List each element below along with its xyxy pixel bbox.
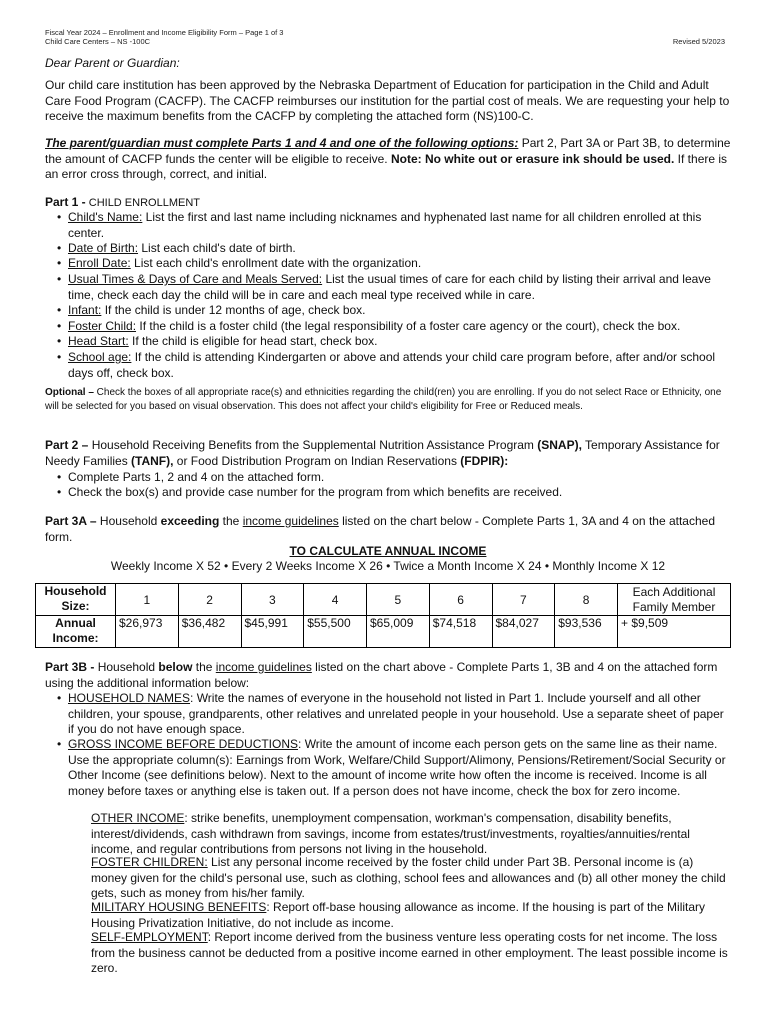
- definition-item: [91, 855, 731, 902]
- list-item: • Check the box(s) and provide case number for the program from which benefits are received.: [57, 485, 731, 501]
- size-cell: 4: [304, 584, 367, 616]
- item-text: : Write the names of everyone in the household not listed in Part 1. Include yourself and all other children, your spouse, grandparents, other relatives and unrelated people in your household. Use a separate sheet of paper if you do not have enough space.: [68, 691, 724, 736]
- optional-label: Optional –: [45, 387, 94, 398]
- instructions-note: Note: No white out or erasure ink should be used.: [390, 151, 675, 166]
- part3b-text: the: [192, 660, 216, 674]
- instructions-paragraph: [45, 136, 731, 183]
- definition-text: : strike benefits, unemployment compensation, workman's compensation, disability benefits, interest/dividends, cash withdrawn from savings, income from estates/trust/investments, royalties/annuities/rental income, and regular contributions from persons not living in the household.: [91, 811, 690, 856]
- list-item: • Foster Child: If the child is a foster child (the legal responsibility of a foster care agency or the court), check the box.: [57, 319, 681, 333]
- part3a-text: listed on the chart below - Complete Parts 1, 3A and 4 on the attached form.: [45, 514, 715, 544]
- optional-text: Check the boxes of all appropriate race(s) and ethnicities regarding the child(ren) you are enrolling. If you do not select Race or Ethnicity, one will be selected for you based on visual observation. This does not affect your child's eligibility for Free or Reduced meals.: [45, 387, 722, 412]
- part3a-heading: [45, 514, 731, 545]
- income-cell: $74,518: [429, 616, 492, 648]
- snap-label: (SNAP),: [537, 438, 582, 452]
- part3a-text: Household: [96, 514, 161, 528]
- fdpir-label: (FDPIR):: [460, 453, 509, 468]
- item-text: List each child's enrollment date with the organization.: [130, 256, 422, 270]
- instructions-rest: Part 2, Part 3A or Part 3B, to determine the amount of CACFP funds the center will be eligible to receive.: [45, 136, 731, 166]
- term-head-start: Head Start:: [68, 334, 129, 348]
- definition-text: List any personal income received by the foster child under Part 3B. Personal income is (a) money given for the child's personal use, such as clothing, school fees and allowances and (b) all other money the child gets, such as money from his/her family.: [91, 855, 726, 900]
- size-cell: 5: [367, 584, 430, 616]
- calc-formula: Weekly Income X 52 • Every 2 Weeks Income X 26 • Twice a Month Income X 24 • Monthly Income X 12: [110, 559, 666, 573]
- part2-label: Part 2 –: [45, 438, 89, 452]
- annual-income-label: Annual Income:: [36, 616, 116, 648]
- optional-note: [45, 386, 731, 413]
- instructions-tail: If there is an error cross through, correct, and initial.: [45, 151, 728, 181]
- item-text: Complete Parts 1, 2 and 4 on the attached form.: [68, 470, 325, 484]
- item-text: If the child is eligible for head start, check box.: [128, 334, 378, 348]
- size-cell: 1: [116, 584, 179, 616]
- guidelines-label: income guidelines: [242, 514, 339, 528]
- list-item: • Usual Times & Days of Care and Meals Served: List the usual times of care for each child by listing their arrival and leave time, check each day the child will be in care and each meal type received while in care.: [57, 272, 711, 302]
- definition-text: : Report income derived from the business venture less operating costs for net income. The loss from the business cannot be deducted from a positive income earned in other employment. The least possible income is zero.: [91, 930, 728, 975]
- term-usual-times: Usual Times & Days of Care and Meals Served:: [68, 272, 323, 286]
- term-school-age: School age:: [68, 350, 132, 364]
- part2-text: Temporary Assistance for Needy Families: [45, 438, 720, 468]
- size-cell: 3: [241, 584, 304, 616]
- part3b-text: Household: [94, 660, 159, 674]
- item-text: : Write the amount of income each person gets on the same line as their name. Use the appropriate column(s): Earnings from Work, Welfare/Child Support/Alimony, Pensions/Retirement/Social Security or Other Income (see definitions below). Next to the amount of income write how often the income is received. Income is all money before taxes or anything else is taken out. If a person does not have income, check the box for zero income.: [68, 737, 726, 798]
- income-cell: $93,536: [555, 616, 618, 648]
- size-cell: 6: [429, 584, 492, 616]
- term-self-employment: SELF-EMPLOYMENT: [91, 930, 208, 944]
- item-text: List the usual times of care for each child by listing their arrival and leave time, check each day the child will be in care and each meal type received while in care.: [68, 272, 711, 302]
- exceeding-label: exceeding: [160, 514, 220, 528]
- part2-heading: [45, 438, 731, 469]
- income-cell: $26,973: [116, 616, 179, 648]
- form-code: Child Care Centers – NS -100C: [45, 37, 151, 46]
- below-label: below: [158, 660, 193, 674]
- list-item: • Head Start: If the child is eligible for head start, check box.: [57, 334, 378, 348]
- part1-label: Part 1 -: [45, 195, 86, 209]
- list-item: • Complete Parts 1, 2 and 4 on the attached form.: [57, 470, 731, 486]
- instructions-lead: The parent/guardian must complete Parts 1 and 4 and one of the following options:: [45, 136, 519, 150]
- salutation: Dear Parent or Guardian:: [45, 56, 180, 70]
- size-cell: 7: [492, 584, 555, 616]
- definition-item: [91, 900, 731, 931]
- item-text: List the first and last name including nicknames and hyphenated last name for all children enrolled at this center.: [68, 210, 702, 240]
- income-cell: $65,009: [367, 616, 430, 648]
- definition-text: : Report off-base housing allowance as income. If the housing is part of the Military Housing Privatization Initiative, do not include as income.: [91, 900, 706, 930]
- term-enroll-date: Enroll Date:: [68, 256, 131, 270]
- item-text: List each child's date of birth.: [138, 241, 296, 255]
- item-text: If the child is attending Kindergarten or above and attends your child care program before, after and/or school days off, check box.: [68, 350, 716, 380]
- term-gross-income: GROSS INCOME BEFORE DEDUCTIONS: [68, 737, 299, 751]
- term-infant: Infant:: [68, 303, 102, 317]
- part2-text: or Food Distribution Program on Indian Reservations: [173, 453, 461, 468]
- part3a-label: Part 3A –: [45, 514, 97, 528]
- list-item: • School age: If the child is attending Kindergarten or above and attends your child care program before, after and/or school days off, check box.: [57, 350, 716, 380]
- list-item: • Infant: If the child is under 12 months of age, check box.: [57, 303, 366, 317]
- income-cell: $45,991: [241, 616, 304, 648]
- household-size-label: Household Size:: [36, 584, 116, 616]
- intro-paragraph: Our child care institution has been approved by the Nebraska Department of Education for participation in the Child and Adult Care Food Program (CACFP). The CACFP reimburses our institution for the partial cost of meals. We are requesting your help to receive the maximum benefits from the CACFP by completing the attached form (NS)100-C.: [45, 78, 730, 123]
- table-row: [36, 616, 731, 648]
- income-cell: $84,027: [492, 616, 555, 648]
- size-cell-additional: Each Additional Family Member: [618, 584, 731, 616]
- table-row: [36, 584, 731, 616]
- part2-text: Household Receiving Benefits from the Supplemental Nutrition Assistance Program: [88, 438, 538, 452]
- term-household-names: HOUSEHOLD NAMES: [68, 691, 191, 705]
- list-item: • GROSS INCOME BEFORE DEDUCTIONS: Write the amount of income each person gets on the same line as their name. Use the appropriate column(s): Earnings from Work, Welfare/Child Support/Alimony, Pensions/Retirement/Social Security or Other Income (see definitions below). Next to the amount of income write how often the income is received. Income is all money before taxes or anything else is taken out. If a person does not have income, check the box for zero income.: [57, 737, 726, 798]
- term-other-income: OTHER INCOME: [91, 811, 185, 825]
- list-item: • Child's Name: List the first and last name including nicknames and hyphenated last name for all children enrolled at this center.: [57, 210, 702, 240]
- tanf-label: (TANF),: [131, 453, 174, 468]
- income-cell: $55,500: [304, 616, 367, 648]
- definition-item: [91, 930, 731, 977]
- size-cell: 8: [555, 584, 618, 616]
- income-cell: $36,482: [178, 616, 241, 648]
- revised-date: Revised 5/2023: [672, 37, 725, 46]
- term-foster-child: Foster Child:: [68, 319, 137, 333]
- part3b-heading: [45, 660, 731, 691]
- size-cell: 2: [178, 584, 241, 616]
- term-date-of-birth: Date of Birth:: [68, 241, 139, 255]
- part3b-label: Part 3B -: [45, 660, 95, 674]
- part1-title: CHILD ENROLLMENT: [85, 197, 200, 209]
- calc-heading: TO CALCULATE ANNUAL INCOME: [289, 544, 487, 558]
- part3b-text: listed on the chart above - Complete Parts 1, 3B and 4 on the attached form using the additional information below:: [45, 660, 718, 690]
- form-title: Fiscal Year 2024 – Enrollment and Income Eligibility Form – Page 1 of 3: [45, 28, 284, 37]
- income-cell-additional: + $9,509: [618, 616, 731, 648]
- item-text: Check the box(s) and provide case number for the program from which benefits are received.: [68, 485, 563, 499]
- part3a-text: the: [219, 514, 243, 528]
- term-foster-children: FOSTER CHILDREN:: [91, 855, 208, 869]
- list-item: • Enroll Date: List each child's enrollment date with the organization.: [57, 256, 422, 270]
- item-text: If the child is under 12 months of age, check box.: [101, 303, 366, 317]
- list-item: • Date of Birth: List each child's date of birth.: [57, 241, 296, 255]
- definition-item: [91, 811, 731, 858]
- income-table: [35, 583, 731, 648]
- term-childs-name: Child's Name:: [68, 210, 143, 224]
- guidelines-label: income guidelines: [215, 660, 312, 674]
- list-item: • HOUSEHOLD NAMES: Write the names of everyone in the household not listed in Part 1. Include yourself and all other children, your spouse, grandparents, other relatives and unrelated people in your household. Use a separate sheet of paper if you do not have enough space.: [57, 691, 724, 736]
- item-text: If the child is a foster child (the legal responsibility of a foster care agency or the court), check the box.: [136, 319, 681, 333]
- term-military-housing: MILITARY HOUSING BENEFITS: [91, 900, 267, 914]
